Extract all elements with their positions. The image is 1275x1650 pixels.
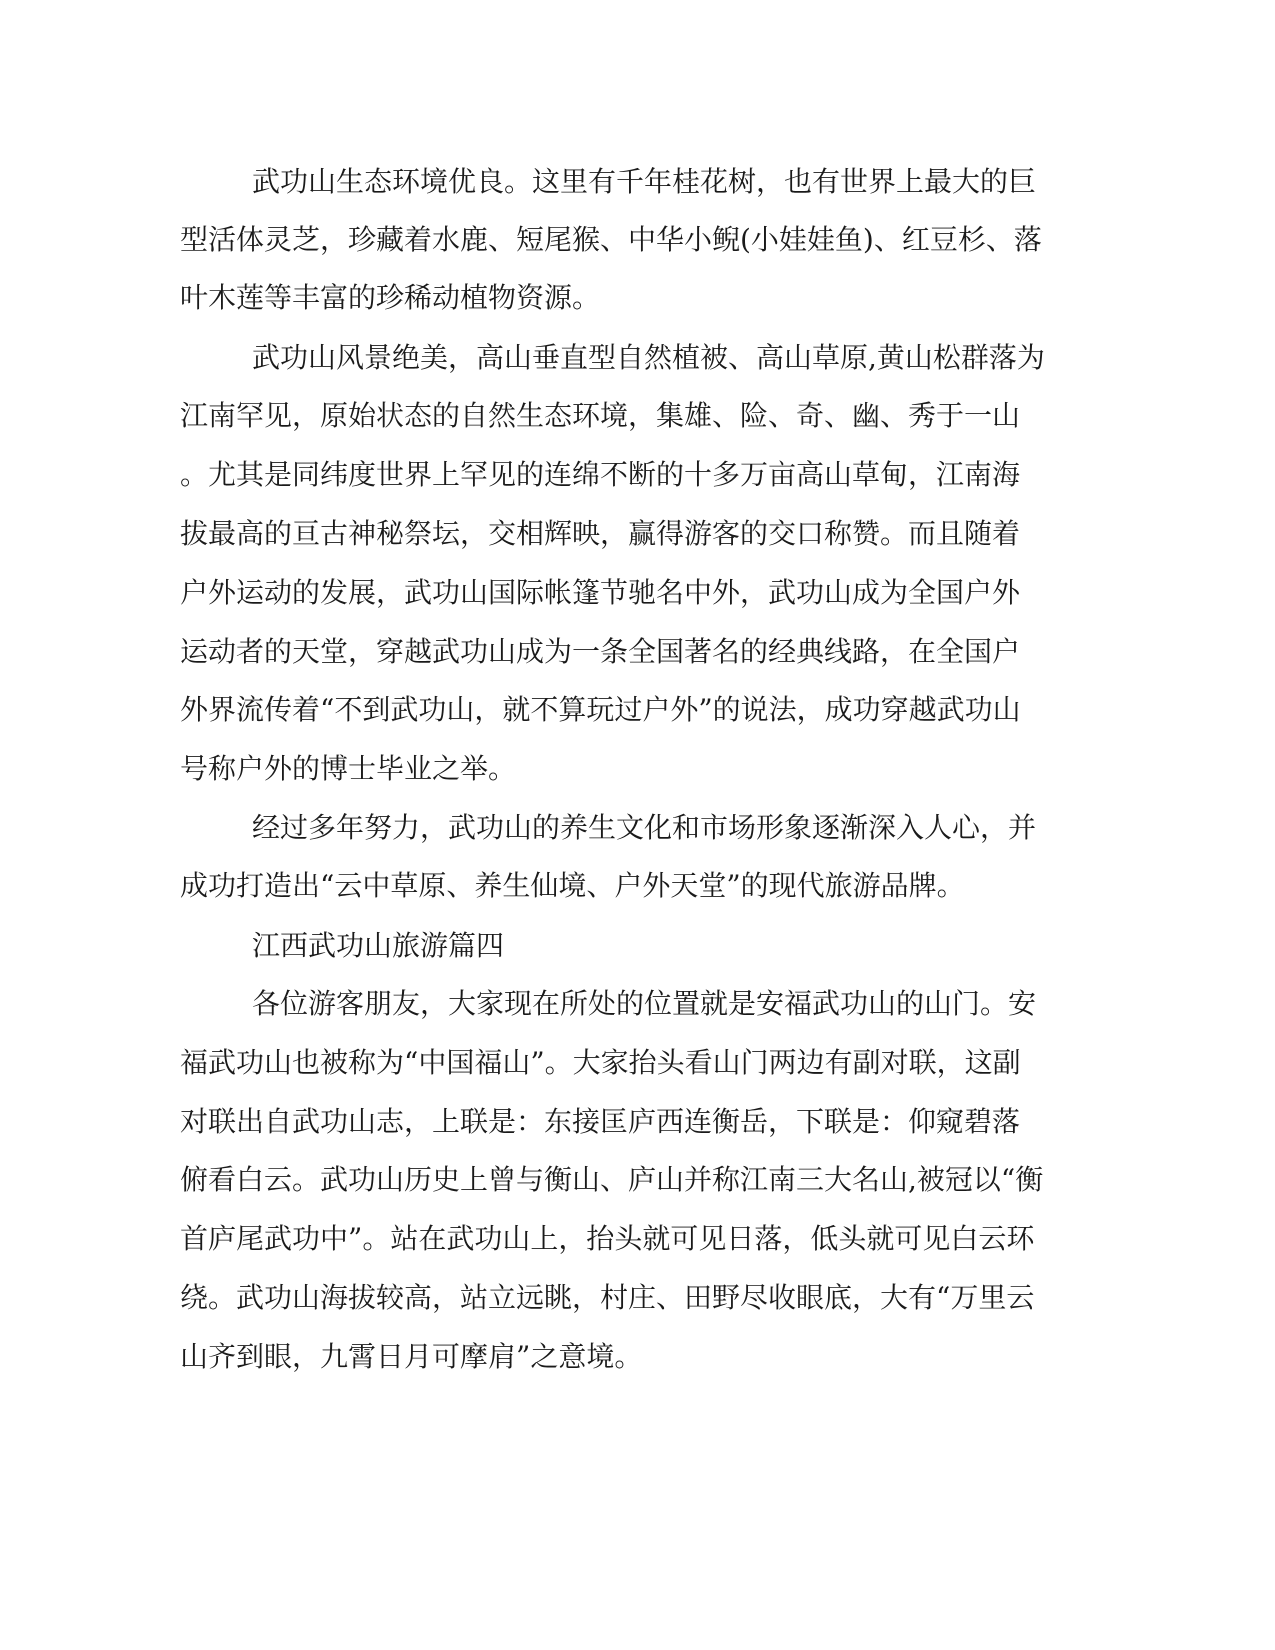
paragraph-2-line-5: 户外运动的发展，武功山国际帐篷节驰名中外，武功山成为全国户外 [180, 576, 1021, 609]
paragraph-4-line-1: 各位游客朋友，大家现在所处的位置就是安福武功山的山门。安 [252, 987, 1037, 1020]
paragraph-2-line-7: 外界流传着“不到武功山，就不算玩过户外”的说法，成功穿越武功山 [180, 693, 1021, 726]
paragraph-4-line-7: 山齐到眼，九霄日月可摩肩”之意境。 [180, 1340, 643, 1373]
paragraph-4-line-4: 俯看白云。武功山历史上曾与衡山、庐山并称江南三大名山,被冠以“衡 [180, 1163, 1044, 1196]
paragraph-2-line-8: 号称户外的博士毕业之举。 [180, 752, 517, 785]
paragraph-2-line-1: 武功山风景绝美，高山垂直型自然植被、高山草原,黄山松群落为 [252, 341, 1045, 374]
paragraph-1-line-2: 型活体灵芝，珍藏着水鹿、短尾猴、中华小鲵(小娃娃鱼)、红豆杉、落 [180, 223, 1042, 256]
paragraph-2-line-6: 运动者的天堂，穿越武功山成为一条全国著名的经典线路，在全国户 [180, 635, 1021, 668]
paragraph-1-line-1: 武功山生态环境优良。这里有千年桂花树，也有世界上最大的巨 [252, 165, 1037, 198]
paragraph-2-line-3: 。尤其是同纬度世界上罕见的连绵不断的十多万亩高山草甸，江南海 [180, 458, 1021, 491]
paragraph-2-line-2: 江南罕见，原始状态的自然生态环境，集雄、险、奇、幽、秀于一山 [180, 399, 1021, 432]
paragraph-1-line-3: 叶木莲等丰富的珍稀动植物资源。 [180, 281, 601, 314]
section-heading: 江西武功山旅游篇四 [252, 929, 505, 962]
paragraph-2-line-4: 拔最高的亘古神秘祭坛，交相辉映，赢得游客的交口称赞。而且随着 [180, 517, 1021, 550]
paragraph-3-line-2: 成功打造出“云中草原、养生仙境、户外天堂”的现代旅游品牌。 [180, 869, 965, 902]
paragraph-3-line-1: 经过多年努力，武功山的养生文化和市场形象逐渐深入人心，并 [252, 811, 1037, 844]
paragraph-4-line-3: 对联出自武功山志，上联是：东接匡庐西连衡岳，下联是：仰窥碧落 [180, 1105, 1021, 1138]
paragraph-4-line-5: 首庐尾武功中”。站在武功山上，抬头就可见日落，低头就可见白云环 [180, 1222, 1035, 1255]
paragraph-4-line-2: 福武功山也被称为“中国福山”。大家抬头看山门两边有副对联，这副 [180, 1046, 1021, 1079]
paragraph-4-line-6: 绕。武功山海拔较高，站立远眺，村庄、田野尽收眼底，大有“万里云 [180, 1281, 1035, 1314]
